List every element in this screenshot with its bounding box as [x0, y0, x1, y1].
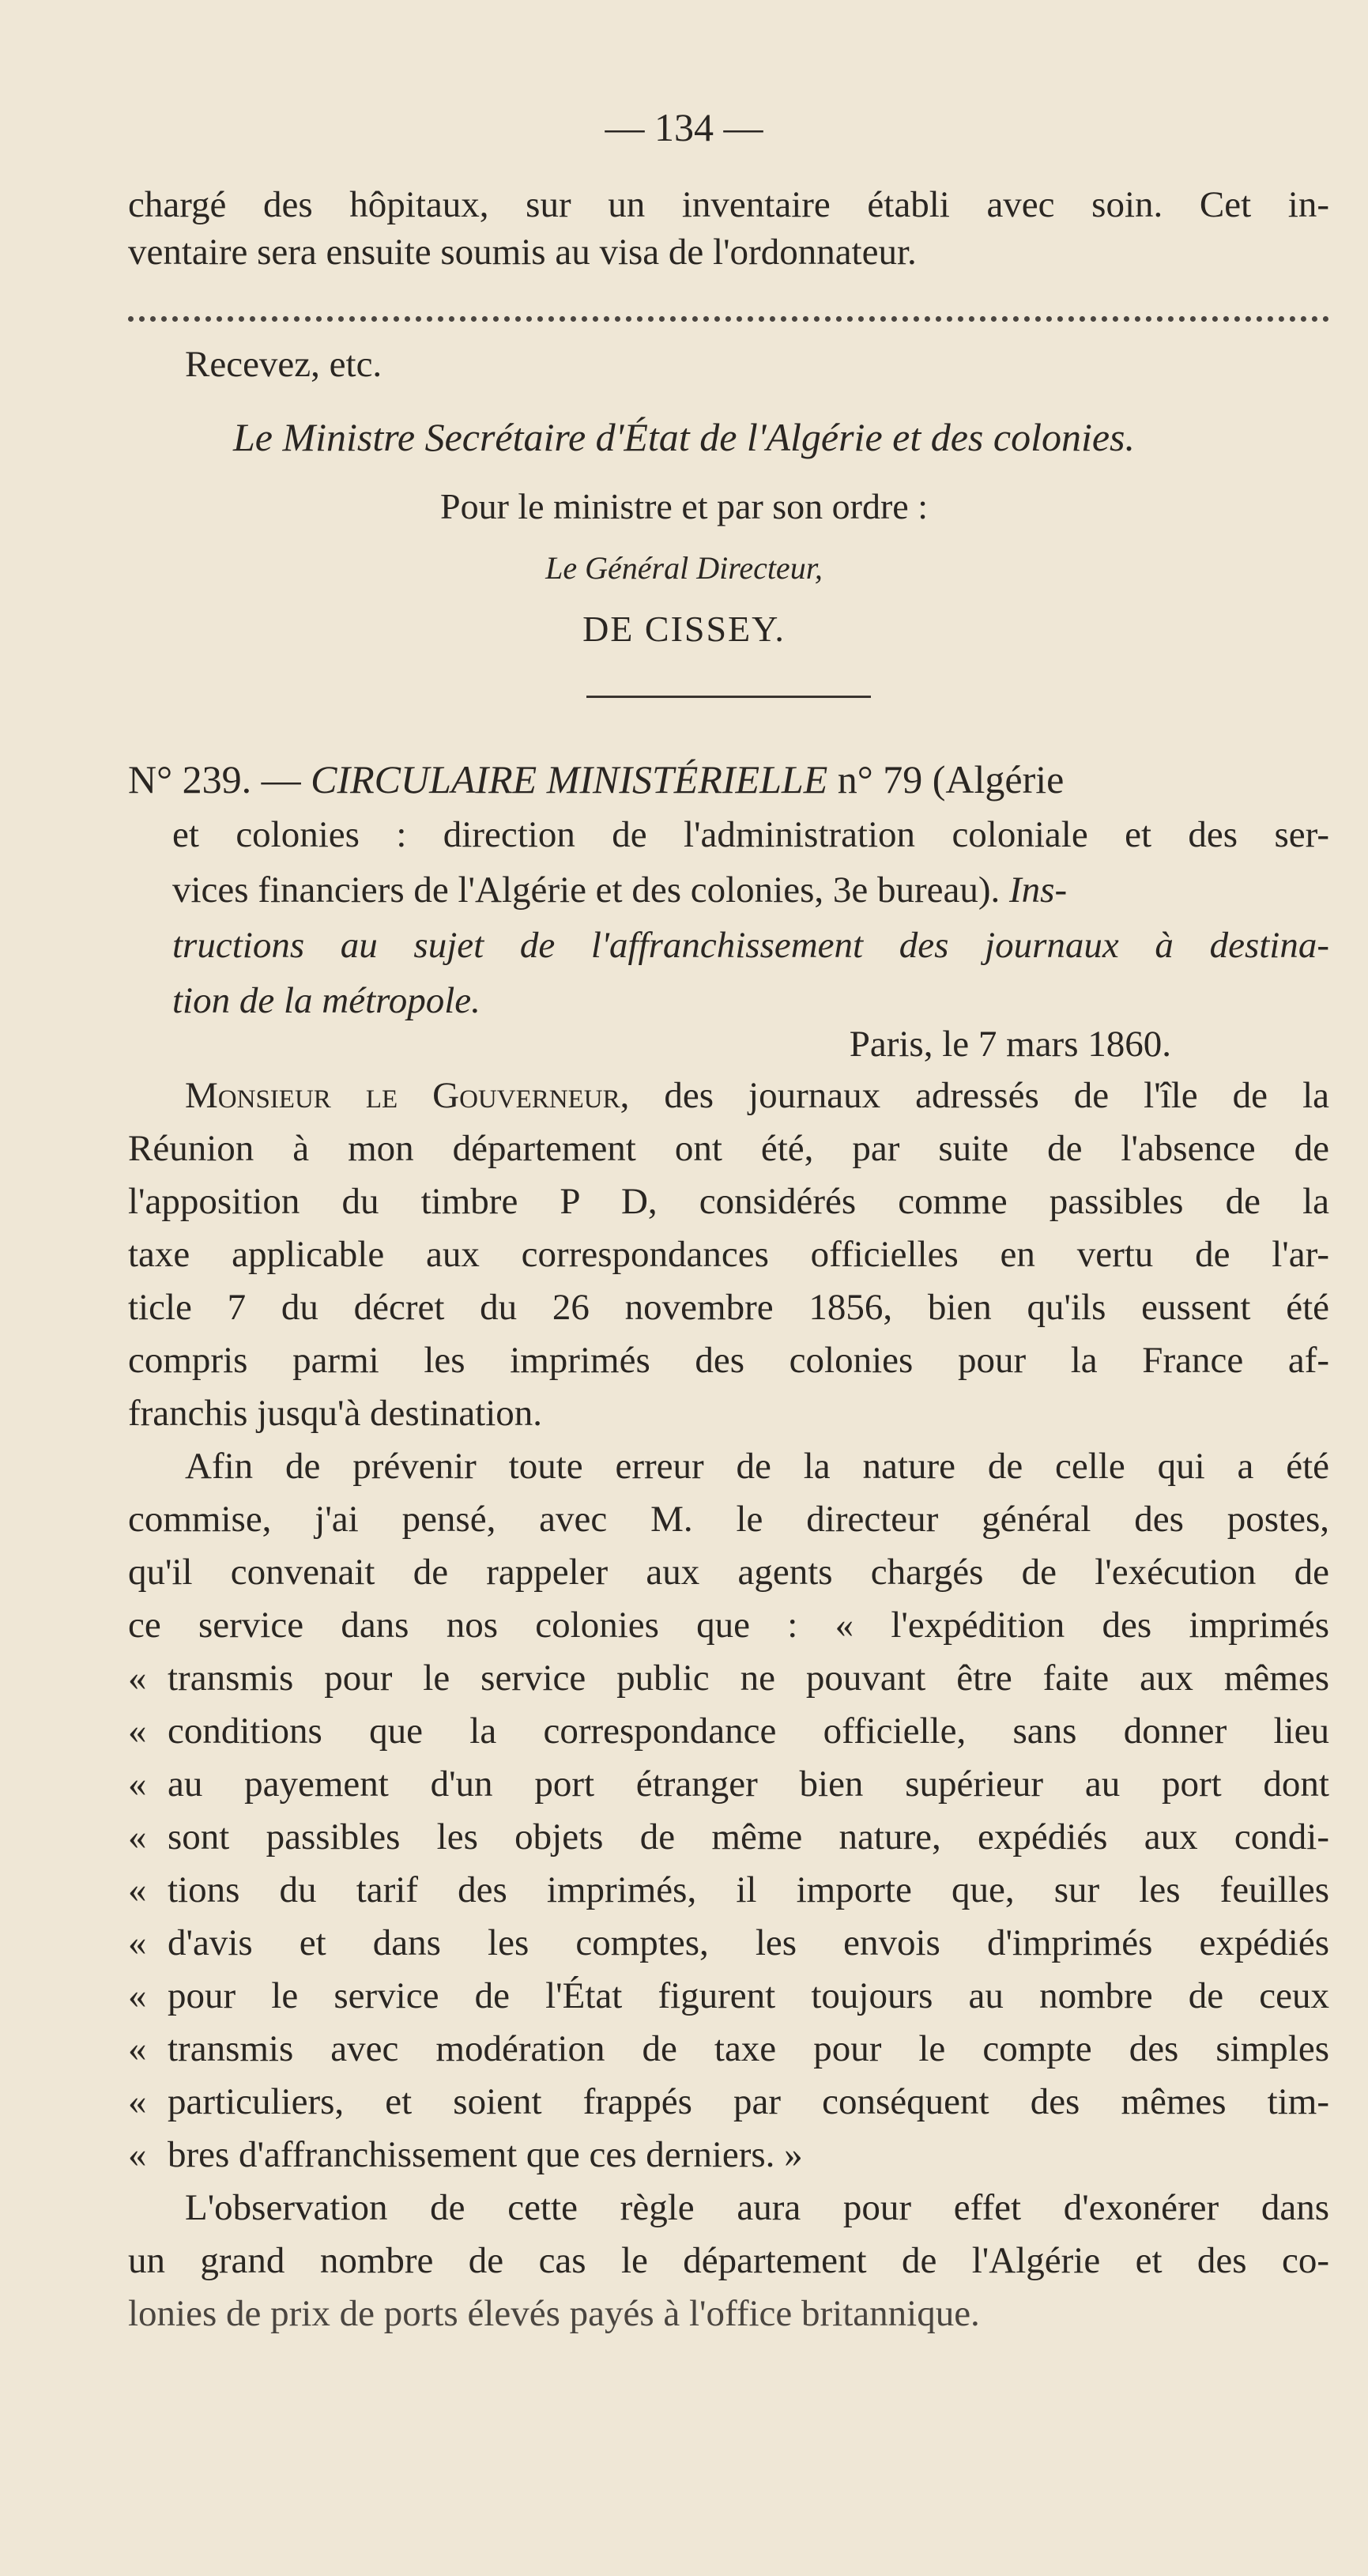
- salutation: Monsieur le Gouverneur,: [185, 1075, 630, 1116]
- body-line-8: Afin de prévenir toute erreur de la nature de celle qui a été: [185, 1446, 1329, 1487]
- quote-mark: «: [128, 2081, 147, 2122]
- quote-mark: «: [128, 1922, 147, 1963]
- signature-name: DE CISSEY.: [582, 609, 786, 649]
- body-line-4: taxe applicable aux correspondances officielles en vertu de l'ar-: [128, 1234, 1329, 1275]
- body-line-6: compris parmi les imprimés des colonies pour la France af-: [128, 1340, 1329, 1381]
- quote-line-3: [128, 1759, 1329, 1808]
- heading-line-5: tion de la métropole.: [172, 980, 480, 1021]
- body-line-1: [185, 1071, 1329, 1120]
- heading-ins: Ins-: [1009, 869, 1068, 911]
- quote-mark: «: [128, 1975, 147, 2016]
- body-line-1-text: des journaux adressés de l'île de la: [664, 1075, 1329, 1116]
- quote-mark: «: [128, 1869, 147, 1910]
- body-line-10: qu'il convenait de rappeler aux agents chargés de l'exécution de: [128, 1552, 1329, 1593]
- body-line-5: ticle 7 du décret du 26 novembre 1856, bien qu'ils eussent été: [128, 1287, 1329, 1328]
- quote-line-6: [128, 1918, 1329, 1967]
- signature-order: Pour le ministre et par son ordre :: [439, 486, 929, 526]
- dateline: Paris, le 7 mars 1860.: [849, 1024, 1171, 1065]
- quote-mark: «: [128, 2134, 147, 2175]
- quote-mark: «: [128, 1658, 147, 1699]
- circular-type: CIRCULAIRE MINISTÉRIELLE: [311, 757, 828, 801]
- signature-title: Le Général Directeur,: [545, 550, 823, 586]
- quote-mark: «: [128, 1710, 147, 1752]
- opening-line-2: ventaire sera ensuite soumis au visa de l'ordonnateur.: [128, 232, 917, 273]
- quote-text: d'avis et dans les comptes, les envois d'imprimés expédiés: [168, 1922, 1329, 1963]
- quote-line-4: [128, 1812, 1329, 1861]
- final-line-3: lonies de prix de ports élevés payés à l'office britannique.: [128, 2293, 980, 2334]
- heading-rest: n° 79 (Algérie: [837, 757, 1065, 801]
- quote-mark: «: [128, 1763, 147, 1805]
- final-line-1: L'observation de cette règle aura pour effet d'exonérer dans: [185, 2187, 1329, 2228]
- quote-text: pour le service de l'État figurent toujours au nombre de ceux: [168, 1975, 1329, 2016]
- final-line-2: un grand nombre de cas le département de l'Algérie et des co-: [128, 2240, 1329, 2281]
- quote-line-8: [128, 2024, 1329, 2073]
- page-number: — 134 —: [605, 105, 763, 149]
- quote-text: conditions que la correspondance officielle, sans donner lieu: [168, 1710, 1329, 1752]
- quote-line-10: [128, 2130, 1329, 2179]
- quote-line-7: [128, 1971, 1329, 2020]
- section-rule: [586, 696, 871, 698]
- opening-line-1: chargé des hôpitaux, sur un inventaire établi avec soin. Cet in-: [128, 184, 1329, 225]
- circular-number: N° 239. —: [128, 757, 301, 801]
- ellipsis-divider: [128, 292, 1329, 322]
- quote-line-5: [128, 1865, 1329, 1914]
- quote-text: au payement d'un port étranger bien supérieur au port dont: [168, 1763, 1329, 1805]
- closing-formula: Recevez, etc.: [185, 344, 383, 385]
- quote-text: bres d'affranchissement que ces derniers. »: [168, 2134, 803, 2175]
- body-line-7: franchis jusqu'à destination.: [128, 1393, 543, 1434]
- heading-department: vices financiers de l'Algérie et des colonies, 3e bureau).: [172, 869, 1001, 911]
- quote-text: tions du tarif des imprimés, il importe que, sur les feuilles: [168, 1869, 1329, 1910]
- quote-mark: «: [128, 1816, 147, 1858]
- heading-line-4: tructions au sujet de l'affranchissement des journaux à destina-: [172, 925, 1329, 966]
- quote-line-2: [128, 1707, 1329, 1756]
- body-line-3: l'apposition du timbre P D, considérés comme passibles de la: [128, 1181, 1329, 1222]
- signature-minister: Le Ministre Secrétaire d'État de l'Algérie et des colonies.: [232, 415, 1135, 459]
- quote-text: sont passibles les objets de même nature, expédiés aux condi-: [168, 1816, 1329, 1858]
- body-line-2: Réunion à mon département ont été, par suite de l'absence de: [128, 1128, 1329, 1169]
- quote-mark: «: [128, 2028, 147, 2069]
- quote-text: particuliers, et soient frappés par conséquent des mêmes tim-: [168, 2081, 1329, 2122]
- quote-text: transmis avec modération de taxe pour le compte des simples: [168, 2028, 1329, 2069]
- heading-line-2: et colonies : direction de l'administration coloniale et des ser-: [172, 814, 1329, 855]
- heading-line-3: [172, 866, 1329, 915]
- quote-text: transmis pour le service public ne pouvant être faite aux mêmes: [168, 1658, 1329, 1699]
- quote-line-1: [128, 1654, 1329, 1703]
- body-line-9: commise, j'ai pensé, avec M. le directeur général des postes,: [128, 1499, 1329, 1540]
- body-line-11: ce service dans nos colonies que : « l'expédition des imprimés: [128, 1605, 1329, 1646]
- heading-line-1: [128, 755, 1329, 804]
- quote-line-9: [128, 2077, 1329, 2126]
